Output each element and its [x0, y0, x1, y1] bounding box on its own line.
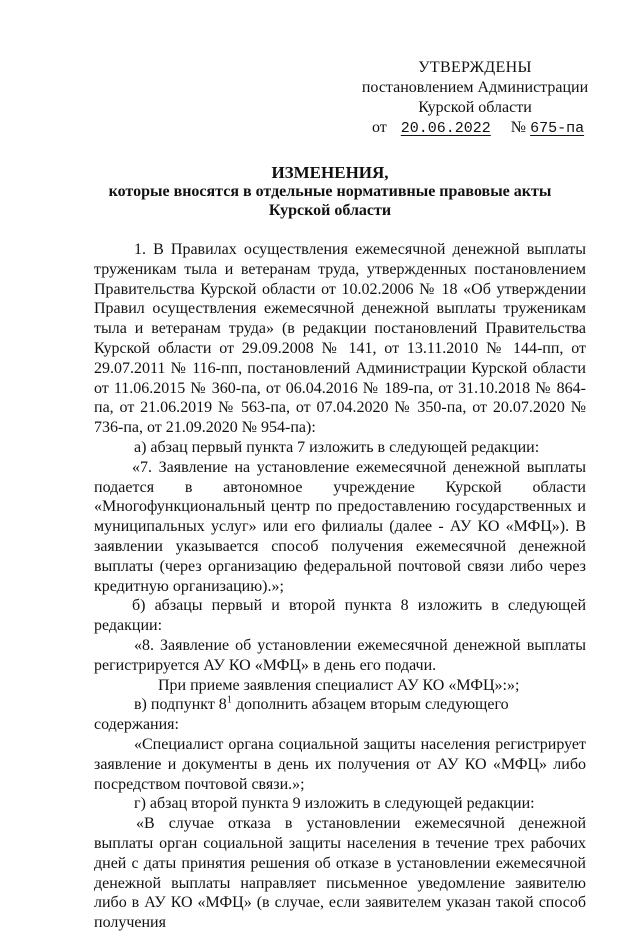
paragraph-7-start: в) подпункт 8 — [134, 696, 227, 714]
paragraph-7-superscript: 1 — [226, 695, 232, 706]
paragraph-5: «8. Заявление об установлении ежемесячной денежной выплаты регистрируется АУ КО «МФЦ» в день его подачи. — [94, 636, 586, 674]
heading-line-1: которые вносятся в отдельные нормативные правовые акты — [108, 183, 552, 200]
approval-date: 20.06.2022 — [400, 120, 491, 137]
approval-line-1: постановлением Администрации — [361, 79, 589, 96]
heading-line-2: Курской области — [268, 202, 392, 219]
number-prefix: № — [510, 119, 527, 136]
paragraph-7 — [94, 695, 586, 735]
date-prefix: от — [372, 119, 387, 136]
paragraph-4: б) абзацы первый и второй пункта 8 изложить в следующей редакции: — [94, 597, 586, 635]
paragraph-10: «В случае отказа в установлении ежемесячной денежной выплаты орган социальной защиты населения в течение трех рабочих дней с даты принятия решения об отказе в установлении ежемесячной денежной выплаты направляет письменное уведомление заявителю либо в АУ КО «МФЦ» (в случае, если заявителем указан такой способ получения — [94, 815, 586, 932]
document-body — [94, 240, 586, 933]
paragraph-3: «7. Заявление на установление ежемесячной денежной выплаты подается в автономное учреждение Курской области «Многофункциональный центр по предоставлению государственных и муниципальных услуг» или его филиалы (далее - АУ КО «МФЦ»). В заявлении указывается способ получения ежемесячной денежной выплаты (через организацию федеральной почтовой связи либо через кредитную организацию).»; — [94, 458, 586, 595]
document-heading — [80, 163, 580, 220]
paragraph-2: а) абзац первый пункта 7 изложить в следующей редакции: — [134, 438, 540, 456]
approval-block — [360, 58, 590, 139]
approval-line-2: Курской области — [418, 99, 532, 116]
paragraph-1: 1. В Правилах осуществления ежемесячной денежной выплаты труженикам тыла и ветеранам труда, утвержденных постановлением Правительства Курской области от 10.02.2006 № 18 «Об утверждении Правил осуществления ежемесячной денежной выплаты труженикам тыла и ветеранам труда» (в редакции постановлений Правительства Курской области от 29.09.2008 № 141, от 13.11.2010 № 144-пп, от 29.07.2011 № 116-пп, постановлений Администрации Курской области от 11.06.2015 № 360-па, от 06.04.2016 № 189-па, от 31.10.2018 № 864-па, от 21.06.2019 № 563-па, от 07.04.2020 № 350-па, от 20.07.2020 № 736-па, от 21.09.2020 № 954-па): — [94, 241, 586, 437]
paragraph-8: «Специалист органа социальной защиты населения регистрирует заявление и документы в день их получения от АУ КО «МФЦ» либо посредством почтовой связи.»; — [94, 735, 586, 793]
approval-title: УТВЕРЖДЕНЫ — [418, 59, 532, 76]
approval-date-line — [372, 118, 590, 139]
paragraph-7-end: дополнить абзацем вторым следующего содержания: — [94, 696, 509, 734]
paragraph-9: г) абзац второй пункта 9 изложить в следующей редакции: — [134, 795, 535, 813]
paragraph-6: При приеме заявления специалист АУ КО «МФЦ»:»; — [158, 676, 520, 694]
heading-title: ИЗМЕНЕНИЯ, — [271, 163, 389, 182]
approval-number: 675-па — [530, 120, 585, 137]
